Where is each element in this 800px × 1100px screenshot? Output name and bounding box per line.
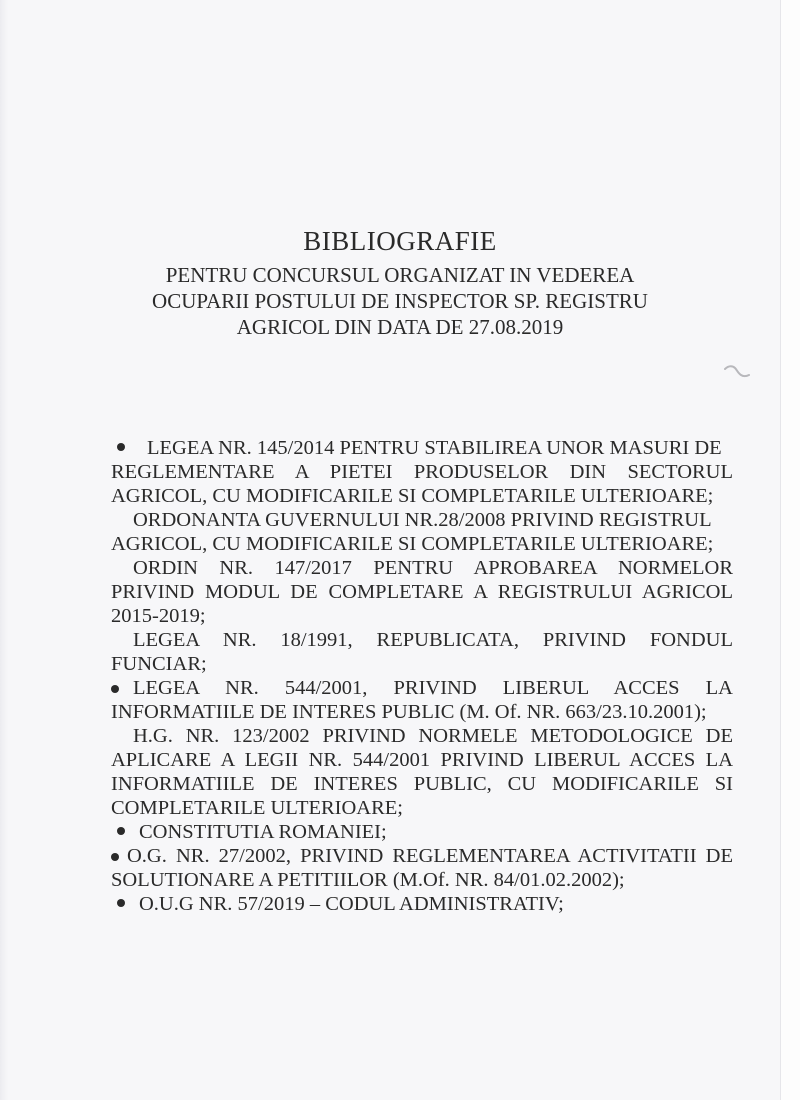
scan-right-margin	[780, 0, 800, 1100]
bullet-icon	[111, 685, 119, 693]
line-text: O.U.G NR. 57/2019 – CODUL ADMINISTRATIV;	[139, 893, 564, 915]
bullet-icon	[117, 899, 125, 907]
bibliography-item-2-line-1: ORDONANTA GUVERNULUI NR.28/2008 PRIVIND REGISTRUL	[133, 509, 712, 531]
bibliography-item-5-line-2: INFORMATIILE DE INTERES PUBLIC (M. Of. NR. 663/23.10.2001);	[111, 701, 707, 723]
bullet-icon	[111, 853, 119, 861]
scan-smudge-mark	[724, 364, 750, 378]
bibliography-item-8-line-2: SOLUTIONARE A PETITIILOR (M.Of. NR. 84/01.02.2002);	[111, 869, 625, 891]
bibliography-item-3-line-1: ORDIN NR. 147/2017 PENTRU APROBAREA NORMELOR	[133, 557, 733, 579]
bullet-icon	[117, 443, 125, 451]
line-text: LEGEA NR. 145/2014 PENTRU STABILIREA UNOR MASURI DE	[147, 437, 722, 459]
bibliography-item-3-line-2: PRIVIND MODUL DE COMPLETARE A REGISTRULUI AGRICOL	[111, 581, 733, 603]
scan-edge-shadow	[0, 0, 8, 1100]
bibliography-item-6-line-2: APLICARE A LEGII NR. 544/2001 PRIVIND LIBERUL ACCES LA	[111, 749, 733, 771]
bibliography-item-1-line-2: REGLEMENTARE A PIETEI PRODUSELOR DIN SECTORUL	[111, 461, 733, 483]
bibliography-item-2-line-2: AGRICOL, CU MODIFICARILE SI COMPLETARILE ULTERIOARE;	[111, 533, 714, 555]
bibliography-item-4-line-1: LEGEA NR. 18/1991, REPUBLICATA, PRIVIND FONDUL	[133, 629, 733, 651]
subtitle-line-1: PENTRU CONCURSUL ORGANIZAT IN VEDEREA	[165, 263, 635, 287]
bibliography-item-9-line-1	[111, 892, 739, 916]
bibliography-item-4-line-2: FUNCIAR;	[111, 653, 207, 675]
bullet-icon	[117, 827, 125, 835]
line-text: CONSTITUTIA ROMANIEI;	[139, 821, 387, 843]
subtitle-line-3: AGRICOL DIN DATA DE 27.08.2019	[236, 315, 564, 339]
document-title: BIBLIOGRAFIE	[303, 226, 497, 256]
bibliography-item-8-line-1	[111, 844, 733, 868]
line-text: LEGEA NR. 544/2001, PRIVIND LIBERUL ACCES LA	[133, 677, 733, 699]
subtitle-line-2: OCUPARII POSTULUI DE INSPECTOR SP. REGISTRU	[152, 289, 648, 313]
bibliography-item-1-line-1	[111, 436, 733, 460]
bibliography-item-6-line-4: COMPLETARILE ULTERIOARE;	[111, 797, 403, 819]
bibliography-item-7-line-1	[111, 820, 739, 844]
bibliography-item-1-line-3: AGRICOL, CU MODIFICARILE SI COMPLETARILE ULTERIOARE;	[111, 485, 714, 507]
bibliography-item-6-line-1: H.G. NR. 123/2002 PRIVIND NORMELE METODOLOGICE DE	[133, 725, 733, 747]
line-text: O.G. NR. 27/2002, PRIVIND REGLEMENTAREA ACTIVITATII DE	[127, 845, 733, 867]
bibliography-item-6-line-3: INFORMATIILE DE INTERES PUBLIC, CU MODIFICARILE SI	[111, 773, 733, 795]
bibliography-item-3-line-3: 2015-2019;	[111, 605, 206, 627]
bibliography-item-5-line-1	[111, 676, 733, 700]
